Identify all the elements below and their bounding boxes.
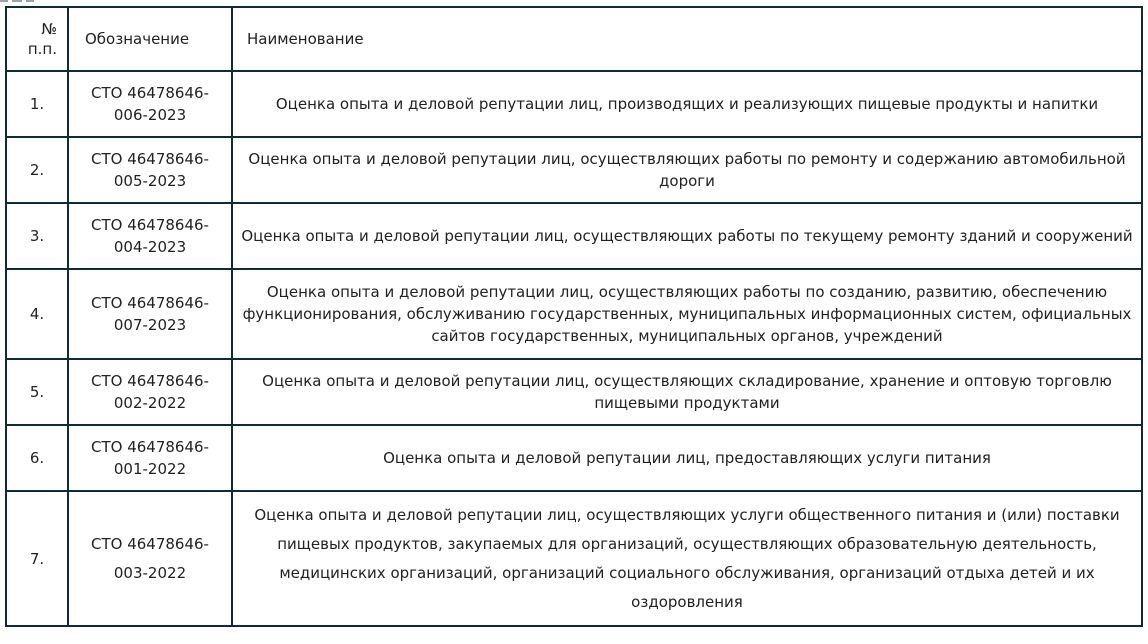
header-number: № п.п. <box>6 7 68 71</box>
row-designation: СТО 46478646-006-2023 <box>68 71 232 137</box>
header-name: Наименование <box>232 7 1142 71</box>
row-designation: СТО 46478646-002-2022 <box>68 359 232 425</box>
row-designation: СТО 46478646-003-2022 <box>68 491 232 626</box>
row-number: 4. <box>6 269 68 359</box>
top-edge-fragment <box>0 0 120 4</box>
table-row <box>6 425 1142 491</box>
row-designation: СТО 46478646-007-2023 <box>68 269 232 359</box>
row-number: 1. <box>6 71 68 137</box>
row-name: Оценка опыта и деловой репутации лиц, предоставляющих услуги питания <box>232 425 1142 491</box>
row-designation: СТО 46478646-004-2023 <box>68 203 232 269</box>
row-number: 2. <box>6 137 68 203</box>
row-designation: СТО 46478646-001-2022 <box>68 425 232 491</box>
table-header-row <box>6 7 1142 71</box>
table-row <box>6 203 1142 269</box>
table-row <box>6 137 1142 203</box>
table-row <box>6 491 1142 626</box>
standards-table <box>5 6 1143 627</box>
row-name: Оценка опыта и деловой репутации лиц, осуществляющих работы по текущему ремонту зданий и сооружений <box>232 203 1142 269</box>
row-number: 3. <box>6 203 68 269</box>
row-name: Оценка опыта и деловой репутации лиц, производящих и реализующих пищевые продукты и напитки <box>232 71 1142 137</box>
row-designation: СТО 46478646-005-2023 <box>68 137 232 203</box>
table-row <box>6 359 1142 425</box>
row-name: Оценка опыта и деловой репутации лиц, осуществляющих услуги общественного питания и (или) поставки пищевых продуктов, закупаемых для организаций, осуществляющих образовательную деятельность, медицинских организаций, организаций социального обслуживания, организаций отдыха детей и их оздоровления <box>232 491 1142 626</box>
row-number: 7. <box>6 491 68 626</box>
row-name: Оценка опыта и деловой репутации лиц, осуществляющих работы по созданию, развитию, обеспечению функционирования, обслуживанию государственных, муниципальных информационных систем, официальных сайтов государственных, муниципальных органов, учреждений <box>232 269 1142 359</box>
row-number: 6. <box>6 425 68 491</box>
header-designation: Обозначение <box>68 7 232 71</box>
table-row <box>6 71 1142 137</box>
table-row <box>6 269 1142 359</box>
row-number: 5. <box>6 359 68 425</box>
row-name: Оценка опыта и деловой репутации лиц, осуществляющих складирование, хранение и оптовую торговлю пищевыми продуктами <box>232 359 1142 425</box>
row-name: Оценка опыта и деловой репутации лиц, осуществляющих работы по ремонту и содержанию автомобильной дороги <box>232 137 1142 203</box>
